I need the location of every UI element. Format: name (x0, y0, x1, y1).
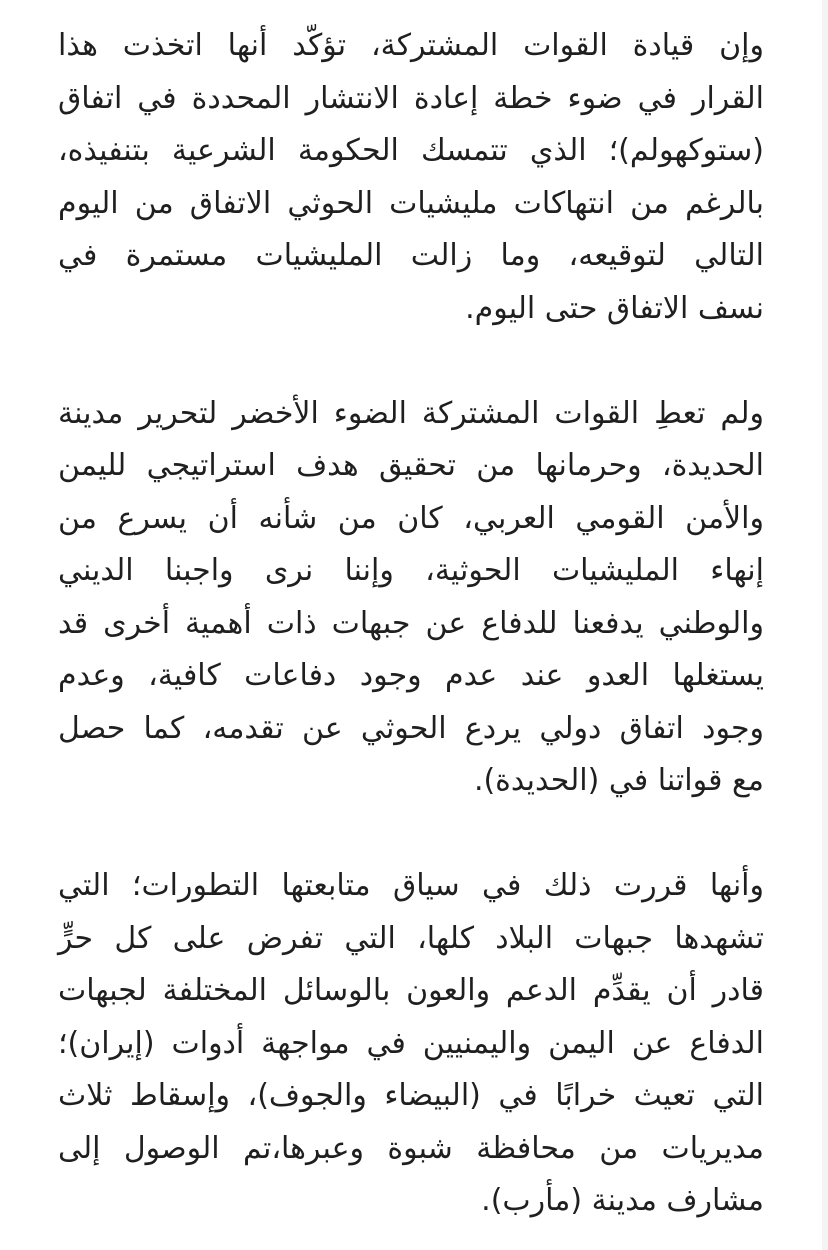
text-line: الحديدة، وحرمانها من تحقيق هدف استراتيجي لليمن (58, 448, 764, 483)
text-line: التالي لتوقيعه، وما زالت المليشيات مستمرة في (58, 238, 764, 273)
page-edge (822, 0, 828, 1250)
text-line: يستغلها العدو عند عدم وجود دفاعات كافية، وعدم (58, 658, 764, 693)
text-line: بالرغم من انتهاكات مليشيات الحوثي الاتفاق من اليوم (58, 185, 764, 221)
text-line: الدفاع عن اليمن واليمنيين في مواجهة أدوات (إيران)؛ (58, 1025, 764, 1061)
paragraph-1 (58, 20, 764, 335)
text-line: مديريات من محافظة شبوة وعبرها،تم الوصول إلى (58, 1130, 764, 1166)
text-line: التي تعيث خرابًا في (البيضاء والجوف)، وإسقاط ثلاث (58, 1078, 764, 1113)
paragraph-3 (58, 860, 764, 1228)
text-line: نسف الاتفاق حتى اليوم. (465, 290, 764, 326)
paragraph-spacer (58, 335, 764, 388)
text-line: وأنها قررت ذلك في سياق متابعتها التطورات؛ التي (58, 868, 764, 903)
text-line: مشارف مدينة (مأرب). (481, 1183, 764, 1218)
text-line: (ستوكهولم)؛ الذي تتمسك الحكومة الشرعية بتنفيذه، (58, 133, 764, 168)
text-line: إنهاء المليشيات الحوثية، وإننا نرى واجبنا الديني (58, 553, 764, 588)
text-line: والوطني يدفعنا للدفاع عن جبهات ذات أهمية أخرى قد (58, 605, 764, 641)
text-line: مع قواتنا في (الحديدة). (473, 763, 764, 798)
text-line: ولم تعطِ القوات المشتركة الضوء الأخضر لتحرير مدينة (58, 395, 764, 431)
text-line: وجود اتفاق دولي يردع الحوثي عن تقدمه، كما حصل (58, 710, 764, 746)
article-body (58, 20, 764, 1228)
paragraph-2 (58, 388, 764, 808)
paragraph-spacer (58, 808, 764, 861)
text-line: والأمن القومي العربي، كان من شأنه أن يسرع من (58, 500, 764, 536)
text-line: تشهدها جبهات البلاد كلها، التي تفرض على كل حرٍّ (58, 920, 764, 956)
text-line: القرار في ضوء خطة إعادة الانتشار المحددة في اتفاق (58, 80, 764, 116)
text-line: قادر أن يقدِّم الدعم والعون بالوسائل المختلفة لجبهات (58, 973, 764, 1008)
text-line: وإن قيادة القوات المشتركة، تؤكّد أنها اتخذت هذا (58, 28, 764, 63)
